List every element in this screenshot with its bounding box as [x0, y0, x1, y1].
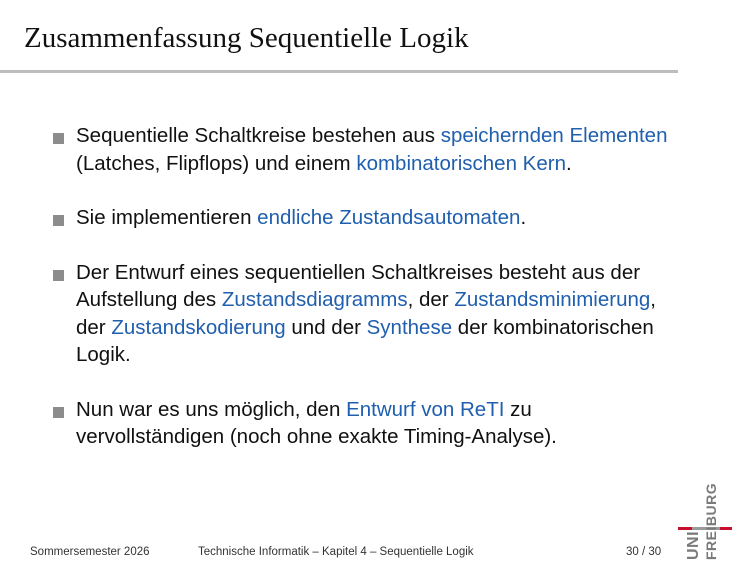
bullet-text	[76, 124, 667, 175]
highlighted-term: Zustandsminimierung	[454, 288, 651, 311]
logo-text-uni: UNI	[685, 530, 702, 560]
bullet-text-segment: Sequentielle Schaltkreise bestehen aus	[76, 124, 441, 147]
bullet-text-segment: , der	[407, 288, 455, 311]
highlighted-term: Entwurf von ReTI	[346, 397, 505, 421]
bullet-square-icon	[53, 270, 64, 281]
bullet-text-segment: zu vervollständigen (noch ohne exakte Timing-Analyse).	[76, 397, 557, 448]
bullet-text-segment: und der	[285, 315, 367, 339]
bullet-square-icon	[53, 215, 64, 226]
footer-course: Technische Informatik – Kapitel 4 – Sequentielle Logik	[198, 546, 474, 558]
slide-title: Zusammenfassung Sequentielle Logik	[24, 22, 469, 54]
bullet-text-segment: der kombinatorischen Logik.	[76, 315, 654, 366]
highlighted-term: Zustandskodierung	[111, 315, 286, 339]
bullet-square-icon	[53, 407, 64, 418]
bullet-item	[52, 259, 672, 369]
bullet-text-segment: Sie implementieren	[76, 206, 258, 229]
footer-page-number: 30 / 30	[626, 546, 662, 558]
bullet-text-segment: .	[520, 206, 527, 229]
bullet-text	[76, 261, 656, 367]
footer-semester: Sommersemester 2026	[30, 546, 150, 558]
bullet-text-segment: , der	[76, 288, 656, 339]
bullet-text-segment: Nun war es uns möglich, den	[76, 397, 347, 421]
highlighted-term: endliche Zustandsautomaten	[257, 206, 521, 229]
bullet-square-icon	[53, 133, 64, 144]
bullet-item	[52, 204, 672, 232]
highlighted-term: Synthese	[366, 315, 453, 339]
bullet-text	[76, 206, 526, 229]
logo-red-bar-right	[720, 527, 732, 530]
highlighted-term: speichernden Elementen	[440, 124, 668, 147]
highlighted-term: kombinatorischen Kern	[356, 151, 566, 175]
logo-text-freiburg: FREIBURG	[703, 482, 719, 560]
bullet-text-segment: (Latches, Flipflops) und einem	[76, 151, 357, 175]
bullet-text	[76, 398, 557, 449]
bullet-text-segment: .	[565, 151, 572, 175]
highlighted-term: Zustandsdiagramms	[221, 288, 408, 311]
bullet-text-segment: Der Entwurf eines sequentiellen Schaltkreises besteht aus der Aufstellung des	[76, 260, 641, 311]
bullet-item	[52, 396, 672, 451]
bullet-list	[52, 122, 672, 478]
logo-red-bar	[678, 527, 692, 530]
university-logo	[678, 482, 734, 562]
title-rule	[0, 70, 678, 73]
bullet-item	[52, 122, 672, 177]
